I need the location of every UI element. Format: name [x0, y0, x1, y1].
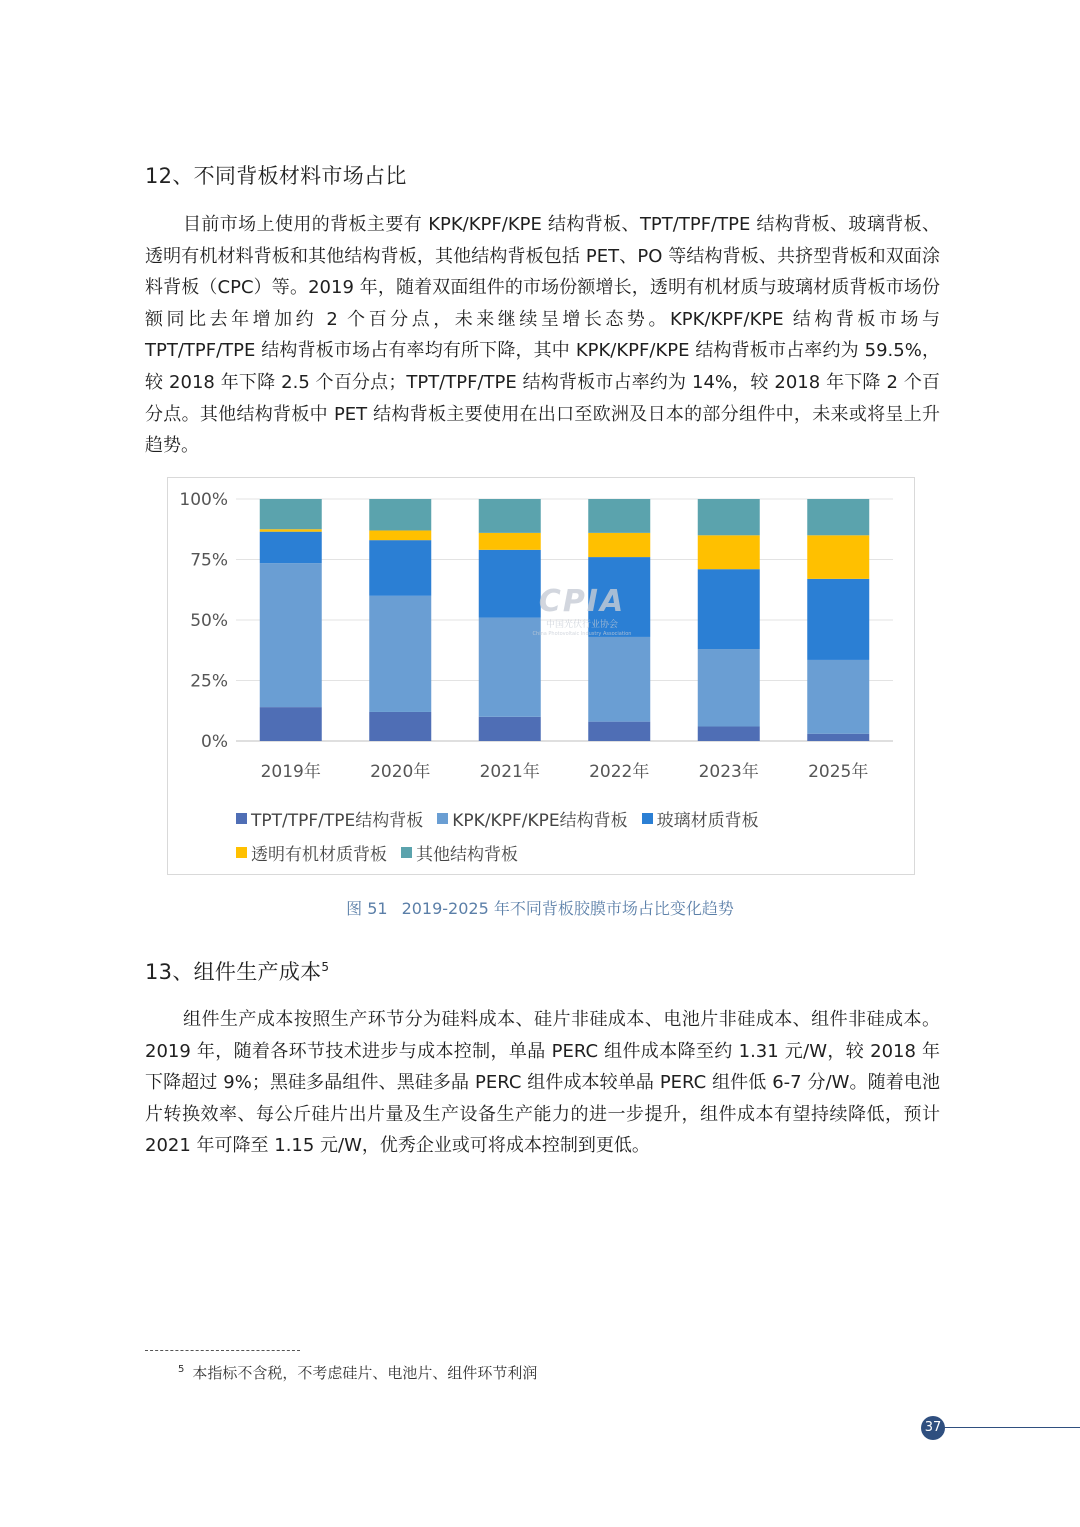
watermark-logo: CPIA — [538, 584, 626, 619]
legend-swatch — [236, 847, 247, 858]
y-tick-label: 50% — [190, 611, 228, 631]
section-12-paragraph: 目前市场上使用的背板主要有 KPK/KPF/KPE 结构背板、TPT/TPF/TPE 结构背板、玻璃背板、透明有机材料背板和其他结构背板，其他结构背板包括 PET、PO 等结构背板、共挤型背板和双面涂料背板（CPC）等。2019 年，随着双面组件的市场份额增长，透明有机材质与玻璃材质背板市场份额同比去年增加约 2 个百分点，未来继续呈增长态势。KPK/KPF/KPE 结构背板市场与 TPT/TPF/TPE 结构背板市场占有率均有所下降，其中 KPK/KPF/KPE 结构背板市占率约为 59.5%，较 2018 年下降 2.5 个百分点；TPT/TPF/TPE 结构背板市占率约为 14%，较 2018 年下降 2 个百分点。其他结构背板中 PET 结构背板主要使用在出口至欧洲及日本的部分组件中，未来或将呈上升趋势。 — [145, 214, 940, 457]
page-number-badge: 37 — [921, 1416, 945, 1440]
legend-item — [236, 840, 387, 865]
legend-swatch — [401, 847, 412, 858]
legend-label: 其他结构背板 — [416, 844, 518, 865]
y-tick-label: 0% — [201, 732, 228, 752]
watermark-name: 中国光伏行业协会 — [545, 620, 618, 630]
x-tick-label: 2021年 — [479, 762, 540, 782]
bar-segment-1-2019年 — [260, 707, 322, 741]
bar-segment-4-2021年 — [479, 533, 541, 550]
bar-segment-4-2022年 — [588, 533, 650, 557]
legend-label: 玻璃材质背板 — [656, 810, 759, 831]
x-tick-label: 2022年 — [589, 762, 650, 782]
bar-segment-1-2020年 — [369, 712, 431, 741]
section-13-heading-text: 13、组件生产成本 — [145, 960, 322, 984]
y-tick-label: 75% — [190, 550, 228, 571]
page-number-rule — [944, 1427, 1080, 1428]
figure-title: 2019-2025 年不同背板胶膜市场占比变化趋势 — [401, 899, 734, 918]
footnote-text: 本指标不含税，不考虑硅片、电池片、组件环节利润 — [192, 1364, 538, 1382]
bar-segment-2-2023年 — [698, 649, 760, 726]
legend-label: 透明有机材质背板 — [251, 844, 387, 865]
bar-segment-2-2021年 — [479, 618, 541, 717]
footnote-reference[interactable]: 5 — [321, 960, 330, 974]
x-tick-label: 2023年 — [698, 762, 759, 782]
bar-segment-2-2020年 — [369, 596, 431, 712]
legend-swatch — [236, 813, 247, 824]
bar-segment-5-2025年 — [807, 499, 869, 535]
bar-segment-3-2023年 — [698, 569, 760, 649]
legend-item — [437, 806, 627, 831]
figure-number: 图 51 — [346, 899, 388, 918]
bar-segment-3-2025年 — [807, 579, 869, 660]
bar-segment-1-2023年 — [698, 726, 760, 741]
bar-segment-3-2022年 — [588, 557, 650, 637]
bar-segment-5-2023年 — [698, 499, 760, 535]
bar-segment-5-2019年 — [260, 499, 322, 529]
bar-segment-3-2019年 — [260, 532, 322, 563]
legend-label: TPT/TPF/TPE结构背板 — [251, 810, 424, 831]
bar-segment-1-2025年 — [807, 734, 869, 741]
legend-swatch — [642, 813, 653, 824]
legend-item — [401, 840, 518, 865]
chart-legend — [236, 801, 876, 869]
bar-segment-2-2025年 — [807, 660, 869, 734]
section-13-paragraph: 组件生产成本按照生产环节分为硅料成本、硅片非硅成本、电池片非硅成本、组件非硅成本。2019 年，随着各环节技术进步与成本控制，单晶 PERC 组件成本降至约 1.31 元/W，较 2018 年下降超过 9%；黑硅多晶组件、黑硅多晶 PERC 组件成本较单晶 PERC 组件低 6-7 分/W。随着电池片转换效率、每公斤硅片出片量及生产设备生产能力的进一步提升，组件成本有望持续降低，预计 2021 年可降至 1.15 元/W，优秀企业或可将成本控制到更低。 — [145, 1009, 940, 1157]
legend-label: KPK/KPF/KPE结构背板 — [452, 810, 628, 831]
bar-segment-2-2019年 — [260, 563, 322, 707]
legend-swatch — [437, 813, 448, 824]
stacked-bar-chart — [167, 477, 915, 875]
x-tick-label: 2020年 — [370, 762, 431, 782]
bar-segment-1-2022年 — [588, 722, 650, 741]
section-12-heading: 12、不同背板材料市场占比 — [145, 164, 407, 188]
bar-segment-4-2023年 — [698, 535, 760, 569]
bar-segment-3-2020年 — [369, 540, 431, 596]
bar-segment-1-2021年 — [479, 717, 541, 741]
figure-caption — [0, 896, 1080, 919]
section-13-heading — [145, 956, 329, 986]
bar-segment-3-2021年 — [479, 550, 541, 618]
watermark-english: China Photovoltaic Industry Association — [532, 631, 632, 637]
bar-segment-5-2020年 — [369, 499, 431, 530]
bar-segment-5-2021年 — [479, 499, 541, 533]
legend-item — [236, 806, 423, 831]
x-tick-label: 2025年 — [808, 762, 869, 782]
x-tick-label: 2019年 — [260, 762, 321, 782]
legend-item — [642, 806, 759, 831]
y-tick-label: 25% — [190, 671, 228, 692]
footnote — [178, 1362, 537, 1383]
bar-segment-4-2020年 — [369, 530, 431, 540]
footnote-number: 5 — [178, 1364, 185, 1375]
bar-segment-4-2019年 — [260, 529, 322, 531]
bar-segment-5-2022年 — [588, 499, 650, 533]
footnote-divider — [145, 1350, 300, 1351]
bar-segment-4-2025年 — [807, 535, 869, 579]
y-tick-label: 100% — [179, 490, 228, 510]
bar-segment-2-2022年 — [588, 637, 650, 722]
